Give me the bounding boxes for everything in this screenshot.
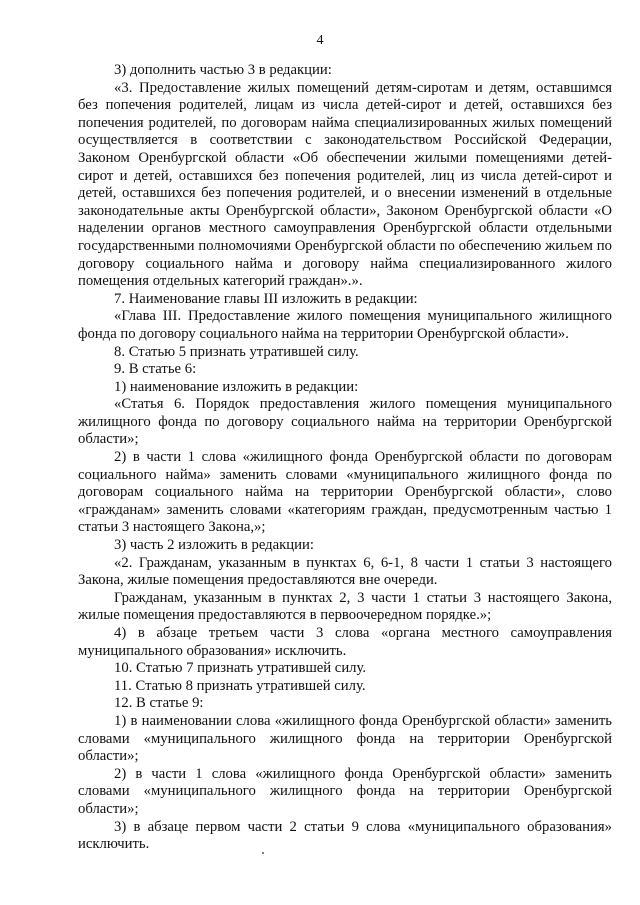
paragraph-item-12-2: 2) в части 1 слова «жилищного фонда Оренбургской области» заменить словами «муниципального жилищного фонда на территории Оренбургской области»; (78, 765, 612, 817)
paragraph-part-2-text: «2. Гражданам, указанным в пунктах 6, 6-1, 8 части 1 статьи 3 настоящего Закона, жилые помещения предоставляются вне очереди. (78, 554, 612, 589)
paragraph-chapter-3-title: «Глава III. Предоставление жилого помещения муниципального жилищного фонда по договору социального найма на территории Оренбургской области». (78, 308, 612, 342)
paragraph-item-12-1: 1) в наименовании слова «жилищного фонда Оренбургской области» заменить словами «муниципального жилищного фонда на территории Оренбургской области»; (78, 712, 612, 765)
paragraph-article-6-title: «Статья 6. Порядок предоставления жилого помещения муниципального жилищного фонда по договору социального найма на территории Оренбургской области»; (78, 396, 612, 448)
paragraph-item-12-3: 3) в абзаце первом части 2 статьи 9 слова «муниципального образования» исключить. (78, 818, 612, 853)
paragraph-part-2-text-continued: Гражданам, указанным в пунктах 2, 3 части 1 статьи 3 настоящего Закона, жилые помещения предоставляются в первоочередном порядке.»; (78, 589, 612, 624)
paragraph-item-9-4: 4) в абзаце третьем части 3 слова «органа местного самоуправления муниципального образования» исключить. (78, 625, 612, 659)
paragraph-item-8: 8. Статью 5 признать утратившей силу. (114, 343, 359, 360)
paragraph-item-9-3: 3) часть 2 изложить в редакции: (114, 537, 314, 554)
page-number: 4 (316, 33, 324, 48)
paragraph-item-12: 12. В статье 9: (114, 695, 204, 712)
paragraph-part-3-text: «3. Предоставление жилых помещений детям-сиротам и детям, оставшимся без попечения родителей, лицам из числа детей-сирот и детей, оставшихся без попечения родителей, по договорам найма специализированных жилых помещений осуществляется в соответствии с законодательством Российской Федерации, Законом Оренбургской области «Об обеспечении жилыми помещениями детей-сирот и детей, оставшихся без попечения родителей, лиц из числа детей-сирот и детей, оставшихся без попечения родителей, и о внесении изменений в отдельные законодательные акты Оренбургской области», Законом Оренбургской области «О наделении органов местного самоуправления Оренбургской области отдельными государственными полномочиями Оренбургской области по обеспечению жильем по договору социального найма и договору найма специализированного жилого помещения отдельных категорий граждан».». (78, 79, 612, 290)
paragraph-item-7: 7. Наименование главы III изложить в редакции: (114, 290, 418, 307)
paragraph-item-9-2: 2) в части 1 слова «жилищного фонда Оренбургской области по договорам социального найма» заменить словами «муниципального жилищного фонда по договорам социального найма на территории Оренбургской области», слово «гражданам» заменить словами «категориям граждан, предусмотренным частью 1 статьи 3 настоящего Закона,»; (78, 449, 612, 536)
scan-speck (262, 852, 264, 854)
paragraph-amend-part-3: 3) дополнить частью 3 в редакции: (114, 62, 332, 78)
paragraph-item-9: 9. В статье 6: (114, 361, 197, 378)
paragraph-item-9-1: 1) наименование изложить в редакции: (114, 378, 359, 395)
paragraph-item-10: 10. Статью 7 признать утратившей силу. (114, 660, 367, 677)
paragraph-item-11: 11. Статью 8 признать утратившей силу. (114, 677, 366, 694)
document-body (78, 62, 612, 854)
